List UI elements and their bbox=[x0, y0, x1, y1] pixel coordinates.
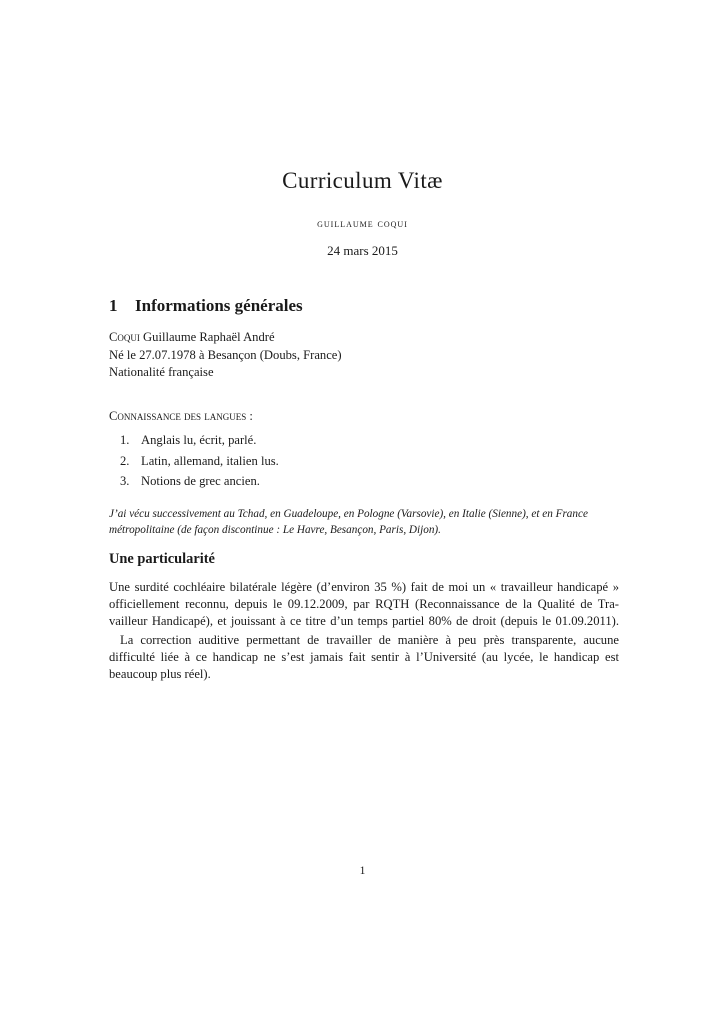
document-title: Curriculum Vitæ bbox=[282, 168, 443, 193]
paragraph-line: difficulté liée à ce handicap ne s’est jamais fait sentir à l’Université (au lycée, le handicap est bbox=[109, 650, 619, 665]
paragraph-line: Une surdité cochléaire bilatérale légère (d’environ 35 %) fait de moi un « travailleur handicapé » bbox=[109, 580, 619, 594]
document-date: 24 mars 2015 bbox=[327, 243, 398, 258]
list-item-text: Notions de grec ancien. bbox=[141, 474, 260, 488]
list-item bbox=[120, 471, 279, 492]
languages-list bbox=[120, 430, 279, 492]
surname: Coqui bbox=[109, 330, 140, 344]
document-author: guillaume coqui bbox=[317, 218, 408, 230]
list-item-number: 2. bbox=[120, 453, 130, 468]
paragraph-line: La correction auditive permettant de travailler de manière à peu près transparente, aucune bbox=[120, 633, 619, 647]
subsection-heading: Une particularité bbox=[109, 551, 215, 567]
section-title: Informations générales bbox=[135, 296, 303, 315]
paragraph-line: beaucoup plus réel). bbox=[109, 667, 211, 682]
paragraph-handicap bbox=[109, 579, 619, 631]
given-names: Guillaume Raphaël André bbox=[139, 330, 275, 344]
languages-label: Connaissance des langues : bbox=[109, 409, 253, 423]
paragraph-line: vailleur Handicapé), et jouissant à ce titre d’un temps partiel 80% de droit (depuis le 01.09.2011). bbox=[109, 614, 619, 629]
section-number: 1 bbox=[109, 296, 118, 315]
list-item bbox=[120, 451, 279, 472]
full-name bbox=[109, 329, 342, 347]
list-item bbox=[120, 430, 279, 451]
personal-info-block bbox=[109, 329, 342, 382]
page-number: 1 bbox=[359, 865, 366, 877]
list-item-number: 3. bbox=[120, 474, 130, 488]
travel-note: J’ai vécu successivement au Tchad, en Guadeloupe, en Pologne (Varsovie), en Italie (Sienne), et en France métropolitaine (de façon discontinue : Le Havre, Besançon, Paris, Dijon). bbox=[109, 508, 588, 536]
paragraph-correction bbox=[109, 632, 619, 684]
birth-info: Né le 27.07.1978 à Besançon (Doubs, France) bbox=[109, 347, 342, 362]
list-item-text: Latin, allemand, italien lus. bbox=[141, 453, 279, 468]
list-item-number: 1. bbox=[120, 433, 130, 447]
section-heading-informations bbox=[109, 296, 303, 316]
nationality: Nationalité française bbox=[109, 365, 214, 379]
paragraph-line: officiellement reconnu, depuis le 09.12.2009, par RQTH (Reconnaissance de la Qualité de Tra- bbox=[109, 597, 619, 612]
list-item-text: Anglais lu, écrit, parlé. bbox=[141, 433, 257, 447]
